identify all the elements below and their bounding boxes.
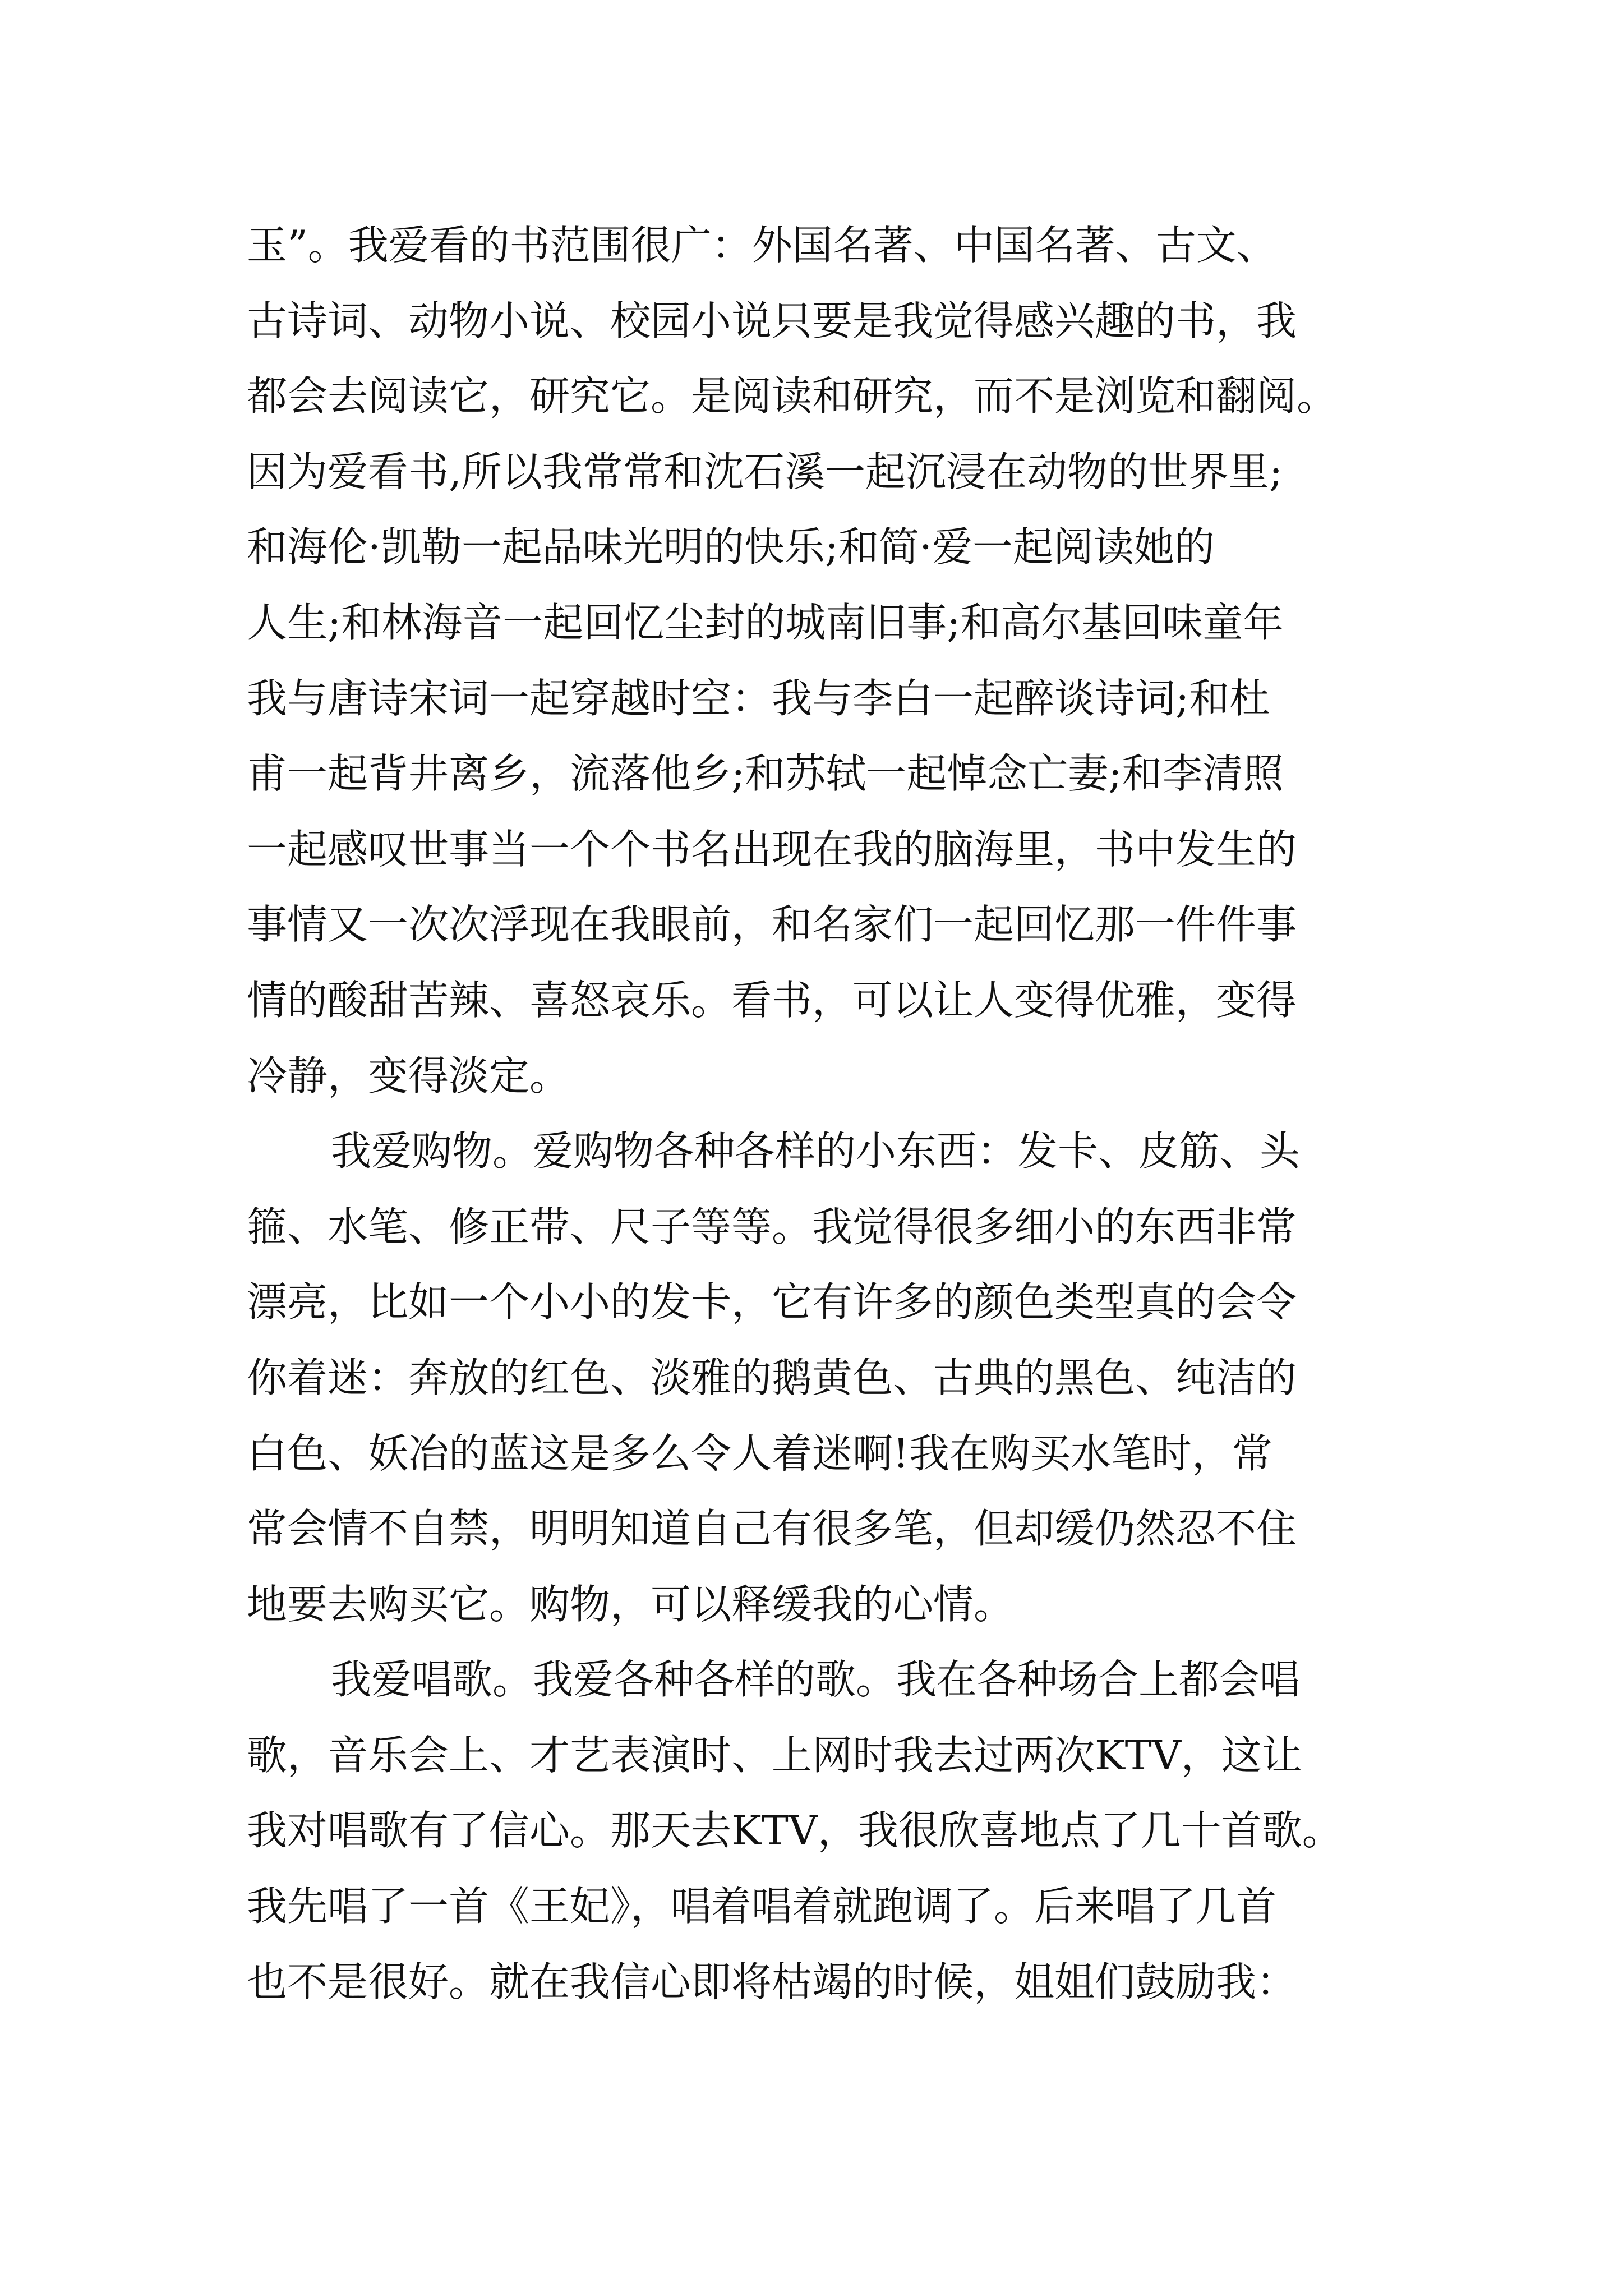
text-line: 人生;和林海音一起回忆尘封的城南旧事;和高尔基回味童年 (247, 599, 1284, 646)
text-line: 歌，音乐会上、才艺表演时、上网时我去过两次KTV，这让 (247, 1731, 1302, 1779)
body-text (247, 208, 1413, 2019)
text-line: 白色、妖冶的蓝这是多么令人着迷啊!我在购买水笔时，常 (247, 1429, 1272, 1477)
text-line: 都会去阅读它，研究它。是阅读和研究，而不是浏览和翻阅。 (247, 372, 1338, 420)
text-line: 情的酸甜苦辣、喜怒哀乐。看书，可以让人变得优雅，变得 (247, 976, 1297, 1024)
text-line: 箍、水笔、修正带、尺子等等。我觉得很多细小的东西非常 (247, 1203, 1297, 1250)
text-line: 和海伦·凯勒一起品味光明的快乐;和简·爱一起阅读她的 (247, 523, 1215, 571)
text-line: 古诗词、动物小说、校园小说只要是我觉得感兴趣的书，我 (247, 297, 1297, 344)
text-line: 也不是很好。就在我信心即将枯竭的时候，姐姐们鼓励我： (247, 1958, 1297, 2005)
text-line: 冷静，变得淡定。 (247, 1052, 570, 1099)
text-line: 甫一起背井离乡，流落他乡;和苏轼一起悼念亡妻;和李清照 (247, 750, 1284, 798)
text-line: 我对唱歌有了信心。那天去KTV，我很欣喜地点了几十首歌。 (247, 1807, 1343, 1855)
text-line: 事情又一次次浮现在我眼前，和名家们一起回忆那一件件事 (247, 901, 1297, 949)
text-line: 我与唐诗宋词一起穿越时空：我与李白一起醉谈诗词;和杜 (247, 674, 1270, 722)
text-line: 地要去购买它。购物，可以释缓我的心情。 (247, 1580, 1015, 1628)
text-line: 玉”。我爱看的书范围很广：外国名著、中国名著、古文、 (247, 222, 1277, 269)
text-line: 一起感叹世事当一个个书名出现在我的脑海里，书中发生的 (247, 825, 1297, 873)
text-line: 因为爱看书,所以我常常和沈石溪一起沉浸在动物的世界里; (247, 448, 1283, 495)
text-line: 常会情不自禁，明明知道自己有很多笔，但却缓仍然忍不住 (247, 1505, 1297, 1553)
text-line: 我爱购物。爱购物各种各样的小东西：发卡、皮筋、头 (331, 1128, 1301, 1175)
text-line: 我爱唱歌。我爱各种各样的歌。我在各种场合上都会唱 (331, 1656, 1301, 1704)
text-line: 我先唱了一首《王妃》，唱着唱着就跑调了。后来唱了几首 (247, 1883, 1277, 1930)
text-line: 漂亮，比如一个小小的发卡，它有许多的颜色类型真的会令 (247, 1278, 1297, 1326)
text-line: 你着迷：奔放的红色、淡雅的鹅黄色、古典的黑色、纯洁的 (247, 1354, 1297, 1401)
